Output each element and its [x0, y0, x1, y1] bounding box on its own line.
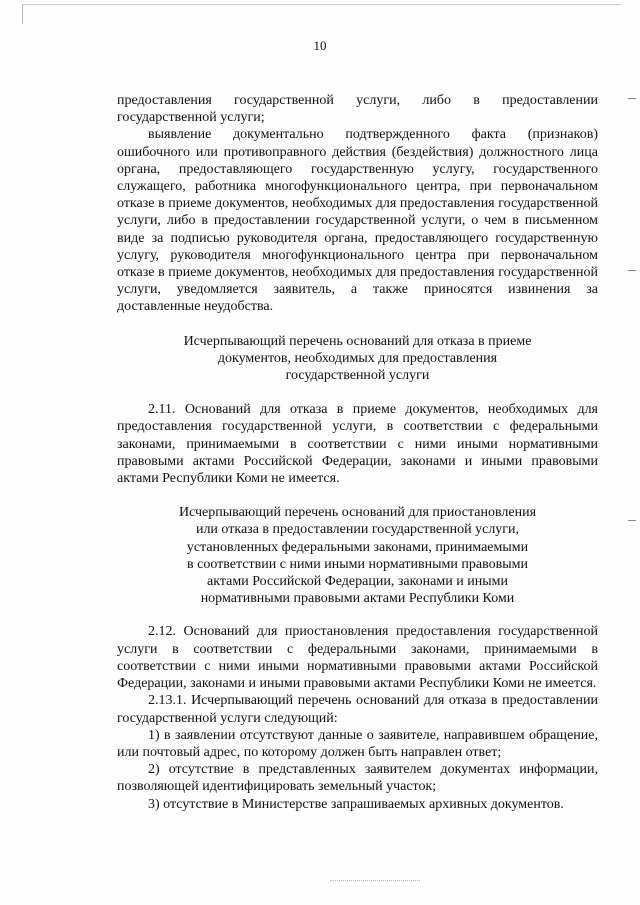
scan-edge-line — [22, 4, 622, 5]
scan-margin-mark — [628, 270, 636, 271]
paragraph-apology-notice: выявление документально подтвержденного факта (признаков) ошибочного или противоправного действия (бездействия) должностного лица органа, предоставляющего государственную услугу, государственного служащего, работника многофункционального центра, при первоначальном отказе в приеме документов, необходимых для предоставления государственной услуги, либо в предоставлении государственной услуги, о чем в письменном виде за подписью руководителя органа, предоставляющего государственную услугу, руководителя многофункционального центра при первоначальном отказе в приеме документов, необходимых для предоставления государственной услуги, уведомляется заявитель, а также приносятся извинения за доставленные неудобства. — [117, 127, 598, 315]
paragraph-2-12: 2.12. Оснований для приостановления предоставления государственной услуги в соответствии с федеральными законами, принимаемыми в соответствии с ними иными нормативными правовыми актами Российской Федерации, законами и иными правовыми актами Республики Коми не имеется. — [117, 624, 598, 692]
list-item-3: 3) отсутствие в Министерстве запрашиваемых архивных документов. — [148, 796, 564, 812]
document-body — [117, 92, 598, 813]
scan-margin-mark — [628, 520, 636, 521]
list-item-2: 2) отсутствие в представленных заявителем документах информации, позволяющей идентифицировать земельный участок; — [117, 762, 598, 795]
scan-edge-mark — [22, 4, 23, 24]
paragraph-2-11: 2.11. Оснований для отказа в приеме документов, необходимых для предоставления государственной услуги, в соответствии с федеральными законами, принимаемыми в соответствии с ними иными нормативными правовыми актами Российской Федерации, законами и иными правовыми актами Республики Коми не имеется. — [117, 402, 598, 487]
section-heading-refusal-acceptance: Исчерпывающий перечень оснований для отказа в приеме документов, необходимых для предоставления государственной услуги — [183, 333, 532, 384]
scan-bottom-artifact — [330, 880, 420, 882]
scan-margin-mark — [628, 98, 636, 99]
list-item-1: 1) в заявлении отсутствуют данные о заявителе, направившем обращение, или почтовый адрес, по которому должен быть направлен ответ; — [117, 727, 598, 760]
paragraph-continuation: предоставления государственной услуги, либо в предоставлении государственной услуги; — [117, 93, 598, 126]
section-heading-suspension-refusal: Исчерпывающий перечень оснований для приостановления или отказа в предоставлении государственной услуги, установленных федеральными законами, принимаемыми в соответствии с ними иными нормативными правовыми актами Российской Федерации, законами и иными нормативными правовыми актами Республики Коми — [178, 505, 537, 607]
paragraph-2-13-1: 2.13.1. Исчерпывающий перечень оснований для отказа в предоставлении государственной услуги следующий: — [117, 693, 598, 726]
page-number: 10 — [313, 38, 327, 53]
